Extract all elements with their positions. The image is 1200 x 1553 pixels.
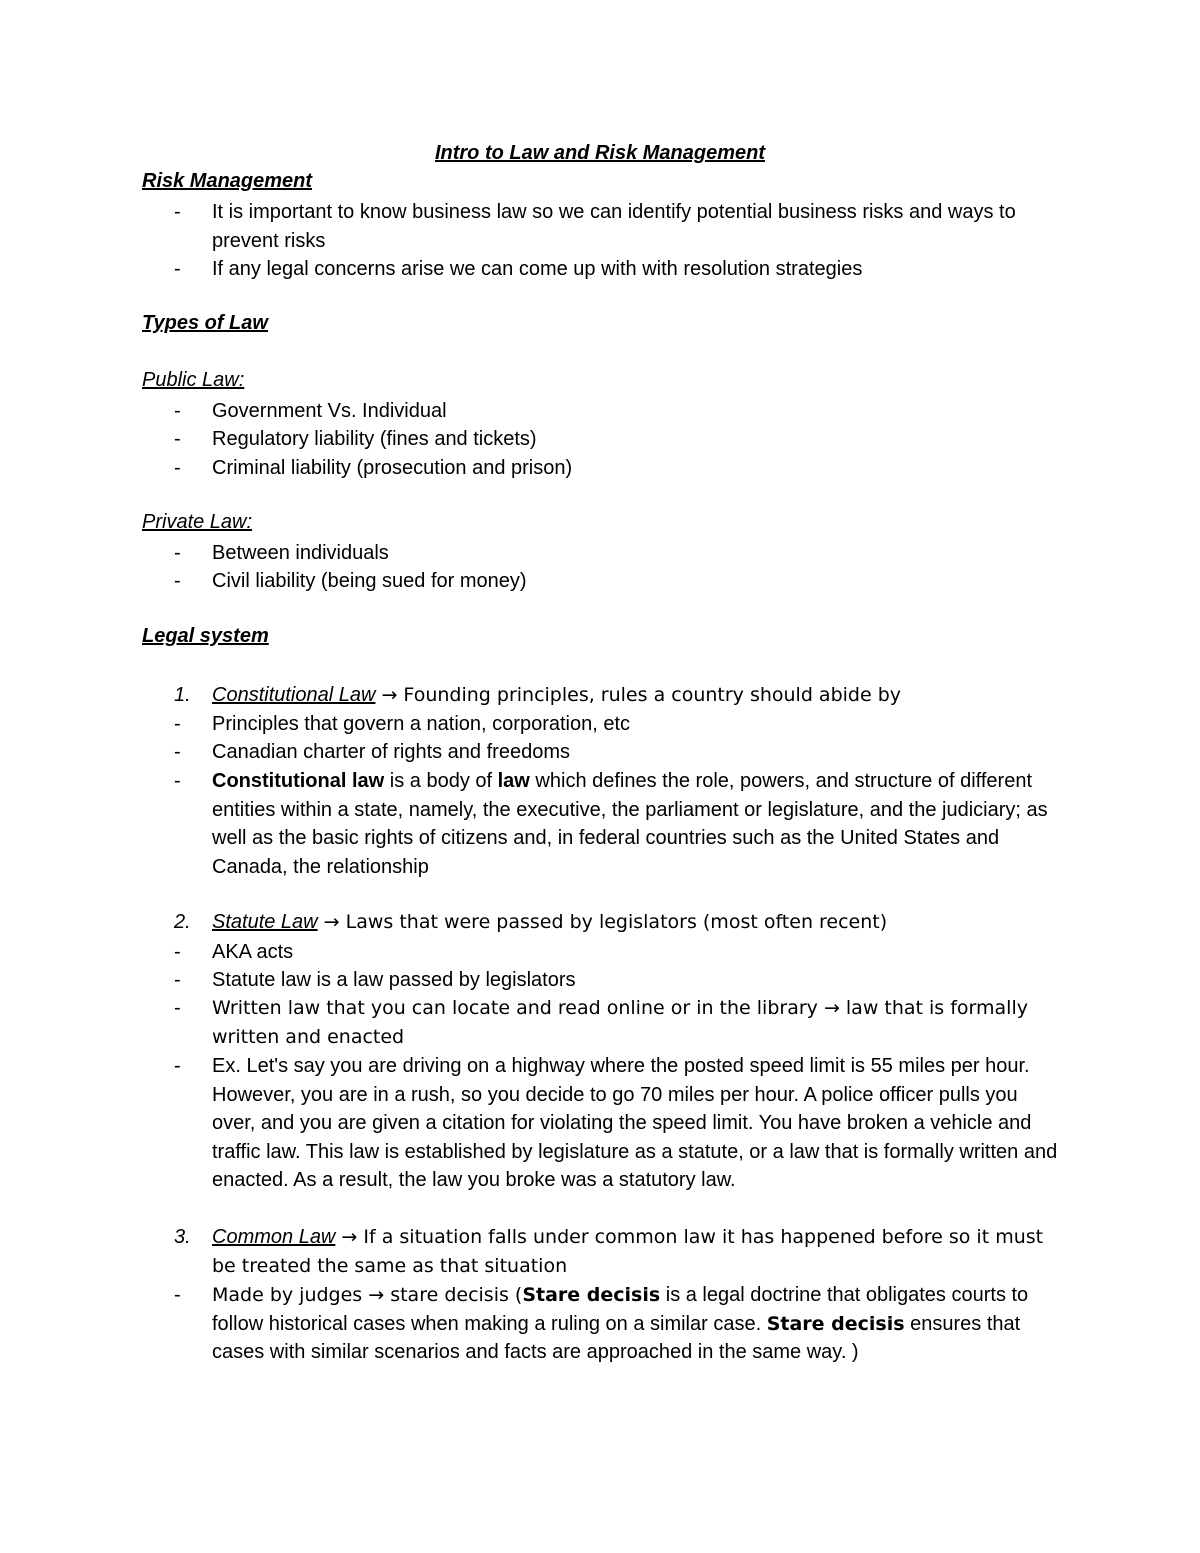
bullet-dash: - [174,400,181,422]
public-law-label: Public Law: [142,369,245,391]
bullet-dash: - [174,1055,181,1077]
public-bullet-2: - Regulatory liability (fines and tickets) [142,425,1062,454]
bullet-dash: - [174,457,181,479]
constitutional-law-desc: → Founding principles, rules a country should abide by [375,684,902,706]
constitutional-bullet-3: - Constitutional law is a body of law which defines the role, powers, and structure of different entities within a state, namely, the executive, the parliament or legislature, and the judiciary; as well as the basic rights of citizens and, in federal countries such as the United States and Canada, the relationship [142,767,1062,881]
list-number: 2. [174,911,191,933]
statute-law-desc: → Laws that were passed by legislators (most often recent) [317,911,888,933]
types-of-law-heading: Types of Law [142,312,268,334]
common-law-item [142,1223,1062,1280]
statute-law-item [142,908,1062,937]
common-law-desc: → If a situation falls under common law it has happened before so it must be treated the same as that situation [212,1226,1044,1277]
risk-bullet-2: - If any legal concerns arise we can come up with with resolution strategies [142,255,1062,284]
risk-bullet-1: - It is important to know business law so we can identify potential business risks and ways to prevent risks [142,198,1062,255]
statute-bullet-4: - Ex. Let's say you are driving on a highway where the posted speed limit is 55 miles per hour. However, you are in a rush, so you decide to go 70 miles per hour. A police officer pulls you over, and you are given a citation for violating the speed limit. You have broken a vehicle and traffic law. This law is established by legislature as a statute, or a law that is formally written and enacted. As a result, the law you broke was a statutory law. [142,1052,1062,1195]
constitutional-law-item [142,681,1062,710]
bullet-dash: - [174,969,181,991]
statute-bullet-3: - Written law that you can locate and read online or in the library → law that is formally written and enacted [142,994,1062,1051]
constitutional-bullet-1: - Principles that govern a nation, corporation, etc [142,710,1062,739]
bullet-dash: - [174,997,181,1019]
private-bullet-1: - Between individuals [142,539,1062,568]
private-bullet-2: - Civil liability (being sued for money) [142,567,1062,596]
bullet-dash: - [174,770,181,792]
document-title: Intro to Law and Risk Management [434,142,766,164]
bullet-dash: - [174,1284,181,1306]
risk-management-heading: Risk Management [142,170,313,192]
public-bullet-1: - Government Vs. Individual [142,397,1062,426]
bullet-dash: - [174,741,181,763]
bullet-dash: - [174,201,181,223]
list-number: 1. [174,684,191,706]
constitutional-bullet-2: - Canadian charter of rights and freedoms [142,738,1062,767]
common-bullet-1: - Made by judges → stare decisis (Stare decisis is a legal doctrine that obligates courts to follow historical cases when making a ruling on a similar case. Stare decisis ensures that cases with similar scenarios and facts are approached in the same way. ) [142,1281,1062,1367]
constitutional-law-name: Constitutional Law [212,684,376,706]
bullet-dash: - [174,941,181,963]
bullet-dash: - [174,258,181,280]
bullet-dash: - [174,713,181,735]
bullet-dash: - [174,542,181,564]
legal-system-heading: Legal system [142,625,269,647]
bullet-dash: - [174,570,181,592]
private-law-label: Private Law: [142,511,253,533]
public-bullet-3: - Criminal liability (prosecution and prison) [142,454,1062,483]
list-number: 3. [174,1226,191,1248]
statute-bullet-2: - Statute law is a law passed by legislators [142,966,1062,995]
common-law-name: Common Law [212,1226,336,1248]
bullet-dash: - [174,428,181,450]
statute-bullet-1: - AKA acts [142,938,1062,967]
statute-law-name: Statute Law [212,911,318,933]
